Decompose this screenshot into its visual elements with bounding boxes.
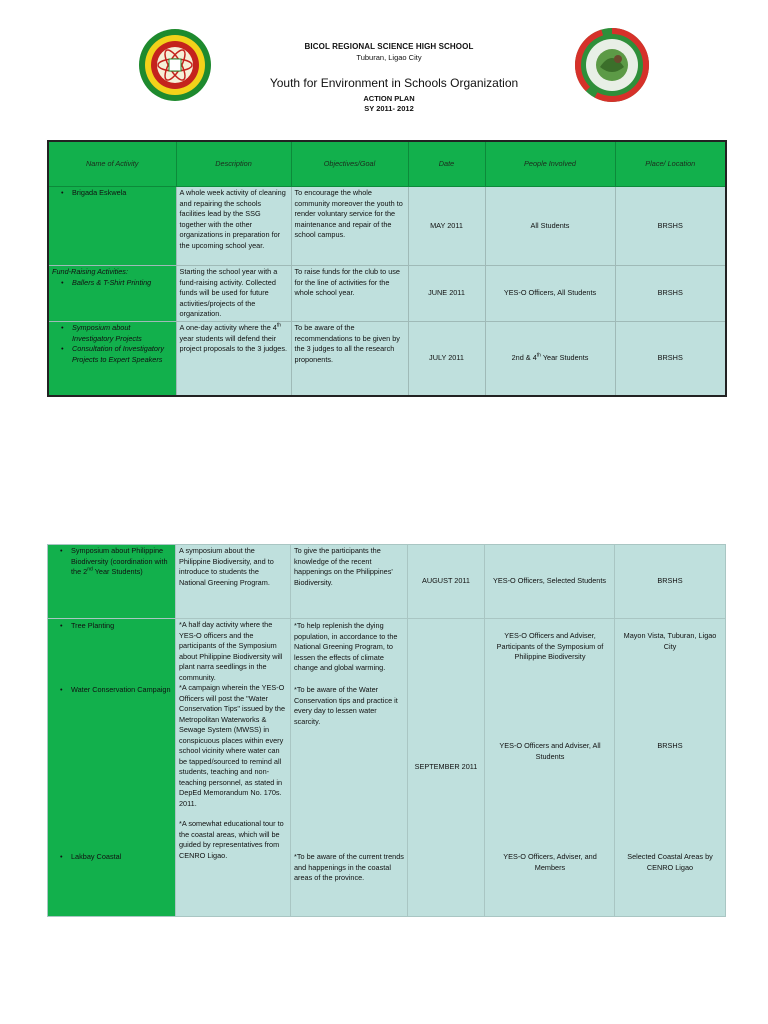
- activity-name: • Ballers & T-Shirt Printing: [52, 278, 173, 289]
- activity-cell: [48, 619, 176, 917]
- water-conservation-objective: *To be aware of the Water Conservation tips and practice it every day to lessen water scarcity.: [294, 685, 398, 726]
- activity-cell: [48, 266, 176, 322]
- header-people: People Involved: [485, 141, 615, 187]
- people-cell: YES-O Officers, All Students: [485, 266, 615, 322]
- date-cell: AUGUST 2011: [408, 545, 485, 619]
- table-row: [48, 187, 726, 266]
- tree-planting-description: *A half day activity where the YES-O officers and the participants of the Symposium about Philippine Biodiversity will plant narra seedlings in the community.: [179, 620, 283, 682]
- date-cell: MAY 2011: [408, 187, 485, 266]
- description-cell: A one-day activity where the 4th year students will defend their project proposals to the 3 judges.: [176, 322, 291, 396]
- organization-title: Youth for Environment in Schools Organization: [269, 76, 519, 90]
- description-cell: A whole week activity of cleaning and repairing the schools facilities lead by the SSG together with the other organizations in preparation for the upcoming school year.: [176, 187, 291, 266]
- activity-name: • Symposium about Philippine Biodiversity (coordination with the 2nd Year Students): [51, 546, 172, 578]
- action-plan-table-1: [47, 140, 727, 397]
- tree-planting-people: YES-O Officers and Adviser, Participants of the Symposium of Philippine Biodiversity: [496, 631, 604, 661]
- place-cell: BRSHS: [615, 266, 726, 322]
- water-conservation-place: BRSHS: [657, 741, 683, 750]
- objectives-cell: To encourage the whole community moreover the youth to render voluntary service for the maintenance and repair of the school campus.: [291, 187, 408, 266]
- objectives-cell: [291, 619, 408, 917]
- objectives-cell: To give the participants the knowledge of the recent happenings on the Philippines' Biodiversity.: [291, 545, 408, 619]
- activity-name-tree-planting: • Tree Planting: [51, 621, 176, 632]
- description-cell: [176, 619, 291, 917]
- description-cell: A symposium about the Philippine Biodiversity, and to introduce to students the National Greening Program.: [176, 545, 291, 619]
- activity-name: • Brigada Eskwela: [52, 188, 173, 199]
- place-cell: BRSHS: [615, 322, 726, 396]
- objectives-cell: To be aware of the recommendations to be given by the 3 judges to all the research proponents.: [291, 322, 408, 396]
- date-cell: SEPTEMBER 2011: [408, 619, 485, 917]
- header-objectives: Objectives/Goal: [291, 141, 408, 187]
- table-row: [48, 545, 726, 619]
- people-cell: 2nd & 4th Year Students: [485, 322, 615, 396]
- table-header-row: [48, 141, 726, 187]
- activity-name-water-conservation: • Water Conservation Campaign: [51, 685, 176, 696]
- tree-planting-objective: *To help replenish the dying population, in accordance to the National Greening Program, to lessen the effects of climate change and global warming.: [294, 621, 398, 672]
- yeso-logo-icon: [574, 27, 650, 103]
- tree-planting-place: Mayon Vista, Tuburan, Ligao City: [623, 631, 717, 651]
- school-seal-icon: [138, 28, 212, 102]
- objectives-cell: To raise funds for the club to use for the line of activities for the whole school year.: [291, 266, 408, 322]
- people-cell: YES-O Officers, Selected Students: [485, 545, 615, 619]
- action-plan-label: ACTION PLAN: [363, 94, 415, 103]
- activity-name: • Consultation of Investigatory Projects to Expert Speakers: [52, 344, 173, 365]
- activity-name-lakbay-coastal: • Lakbay Coastal: [51, 852, 176, 863]
- header-activity: Name of Activity: [48, 141, 176, 187]
- lakbay-coastal-place: Selected Coastal Areas by CENRO Ligao: [627, 852, 713, 872]
- lakbay-coastal-people: YES-O Officers, Adviser, and Members: [503, 852, 597, 872]
- header-date: Date: [408, 141, 485, 187]
- table-row: [48, 266, 726, 322]
- water-conservation-description: *A campaign wherein the YES-O Officers will post the "Water Conservation Tips" issued by the Metropolitan Waterworks & Sewage System (MWSS) in conspicuous places within every school vicinity where water can be tapped/sourced to remind all students, teaching and non-teaching personnel, as stated in DepEd Memorandum No. 170s. 2011.: [179, 683, 286, 808]
- place-cell: [615, 619, 726, 917]
- date-cell: JULY 2011: [408, 322, 485, 396]
- people-cell: All Students: [485, 187, 615, 266]
- school-address: Tuburan, Ligao City: [356, 53, 422, 62]
- table-row: [48, 619, 726, 917]
- header-description: Description: [176, 141, 291, 187]
- school-name: BICOL REGIONAL SCIENCE HIGH SCHOOL: [304, 42, 474, 51]
- lakbay-coastal-objective: *To be aware of the current trends and happenings in the coastal areas of the province.: [294, 852, 404, 882]
- activity-name: • Symposium about Investigatory Projects: [52, 323, 173, 344]
- activity-cell: [48, 187, 176, 266]
- table-row: [48, 322, 726, 396]
- water-conservation-people: YES-O Officers and Adviser, All Students: [499, 741, 601, 761]
- school-year-label: SY 2011- 2012: [364, 104, 414, 113]
- activity-cell: [48, 545, 176, 619]
- activity-group-label: Fund-Raising Activities:: [52, 267, 128, 276]
- date-cell: JUNE 2011: [408, 266, 485, 322]
- header-place: Place/ Location: [615, 141, 726, 187]
- lakbay-coastal-description: *A somewhat educational tour to the coastal areas, which will be guided by representatives from CENRO Ligao.: [179, 819, 284, 860]
- activity-cell: [48, 322, 176, 396]
- document-header: [0, 0, 768, 130]
- action-plan-table-2: [47, 544, 726, 917]
- people-cell: [485, 619, 615, 917]
- place-cell: BRSHS: [615, 187, 726, 266]
- place-cell: BRSHS: [615, 545, 726, 619]
- description-cell: Starting the school year with a fund-raising activity. Collected funds will be used for future activities/projects of the organization.: [176, 266, 291, 322]
